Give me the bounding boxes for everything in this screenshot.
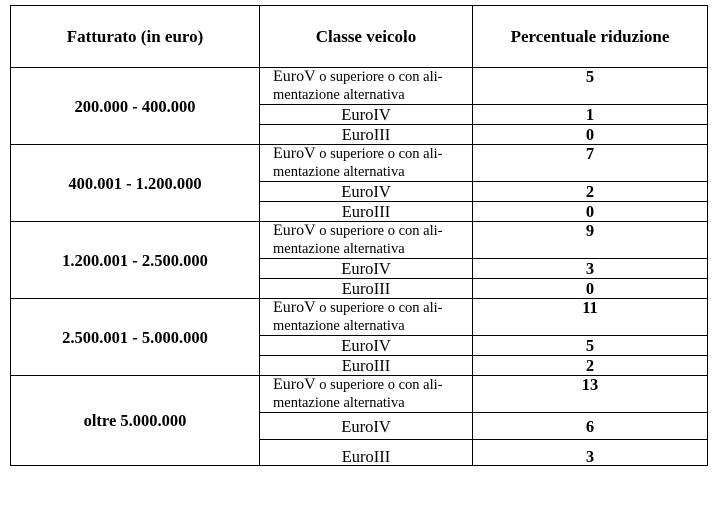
class-rest: o superiore o con ali-: [315, 69, 443, 85]
vehicle-class-cell: [260, 222, 473, 259]
reduction-value: 0: [473, 202, 708, 222]
class-rest: o superiore o con ali-: [315, 300, 443, 316]
class-line2: mentazione alternativa: [273, 318, 405, 334]
class-line2: mentazione alternativa: [273, 395, 405, 411]
reduction-value: 13: [473, 376, 708, 413]
vehicle-class-cell: EuroIII: [260, 125, 473, 145]
reduction-table: [10, 5, 708, 466]
table-row: [11, 376, 708, 413]
header-reduction: Percentuale riduzione: [473, 6, 708, 68]
class-line2: mentazione alternativa: [273, 87, 405, 103]
reduction-value: 1: [473, 105, 708, 125]
reduction-value: 3: [473, 259, 708, 279]
class-main: EuroV: [273, 376, 316, 393]
turnover-range: 200.000 - 400.000: [11, 68, 260, 145]
vehicle-class-cell: [260, 299, 473, 336]
vehicle-class-cell: EuroIV: [260, 105, 473, 125]
class-main: EuroV: [273, 145, 316, 162]
vehicle-class-cell: EuroIII: [260, 440, 473, 466]
table-row: [11, 68, 708, 105]
header-vehicle-class: Classe veicolo: [260, 6, 473, 68]
table-row: [11, 145, 708, 182]
vehicle-class-cell: EuroIV: [260, 413, 473, 440]
vehicle-class-cell: EuroIV: [260, 336, 473, 356]
reduction-value: 0: [473, 279, 708, 299]
reduction-value: 2: [473, 182, 708, 202]
vehicle-class-cell: EuroIV: [260, 182, 473, 202]
reduction-value: 11: [473, 299, 708, 336]
class-main: EuroV: [273, 222, 316, 239]
turnover-range: 400.001 - 1.200.000: [11, 145, 260, 222]
reduction-value: 9: [473, 222, 708, 259]
class-rest: o superiore o con ali-: [315, 377, 443, 393]
class-rest: o superiore o con ali-: [315, 146, 443, 162]
reduction-value: 7: [473, 145, 708, 182]
reduction-value: 0: [473, 125, 708, 145]
vehicle-class-cell: [260, 376, 473, 413]
reduction-value: 3: [473, 440, 708, 466]
reduction-value: 5: [473, 68, 708, 105]
class-main: EuroV: [273, 68, 316, 85]
reduction-value: 6: [473, 413, 708, 440]
vehicle-class-cell: [260, 145, 473, 182]
vehicle-class-cell: EuroIII: [260, 202, 473, 222]
class-line2: mentazione alternativa: [273, 241, 405, 257]
table-row: [11, 222, 708, 259]
vehicle-class-cell: [260, 68, 473, 105]
vehicle-class-cell: EuroIII: [260, 279, 473, 299]
header-turnover: Fatturato (in euro): [11, 6, 260, 68]
header-row: [11, 6, 708, 68]
turnover-range: 2.500.001 - 5.000.000: [11, 299, 260, 376]
table-row: [11, 299, 708, 336]
turnover-range: 1.200.001 - 2.500.000: [11, 222, 260, 299]
reduction-value: 5: [473, 336, 708, 356]
vehicle-class-cell: EuroIV: [260, 259, 473, 279]
class-main: EuroV: [273, 299, 316, 316]
vehicle-class-cell: EuroIII: [260, 356, 473, 376]
class-rest: o superiore o con ali-: [315, 223, 443, 239]
class-line2: mentazione alternativa: [273, 164, 405, 180]
reduction-value: 2: [473, 356, 708, 376]
turnover-range: oltre 5.000.000: [11, 376, 260, 466]
